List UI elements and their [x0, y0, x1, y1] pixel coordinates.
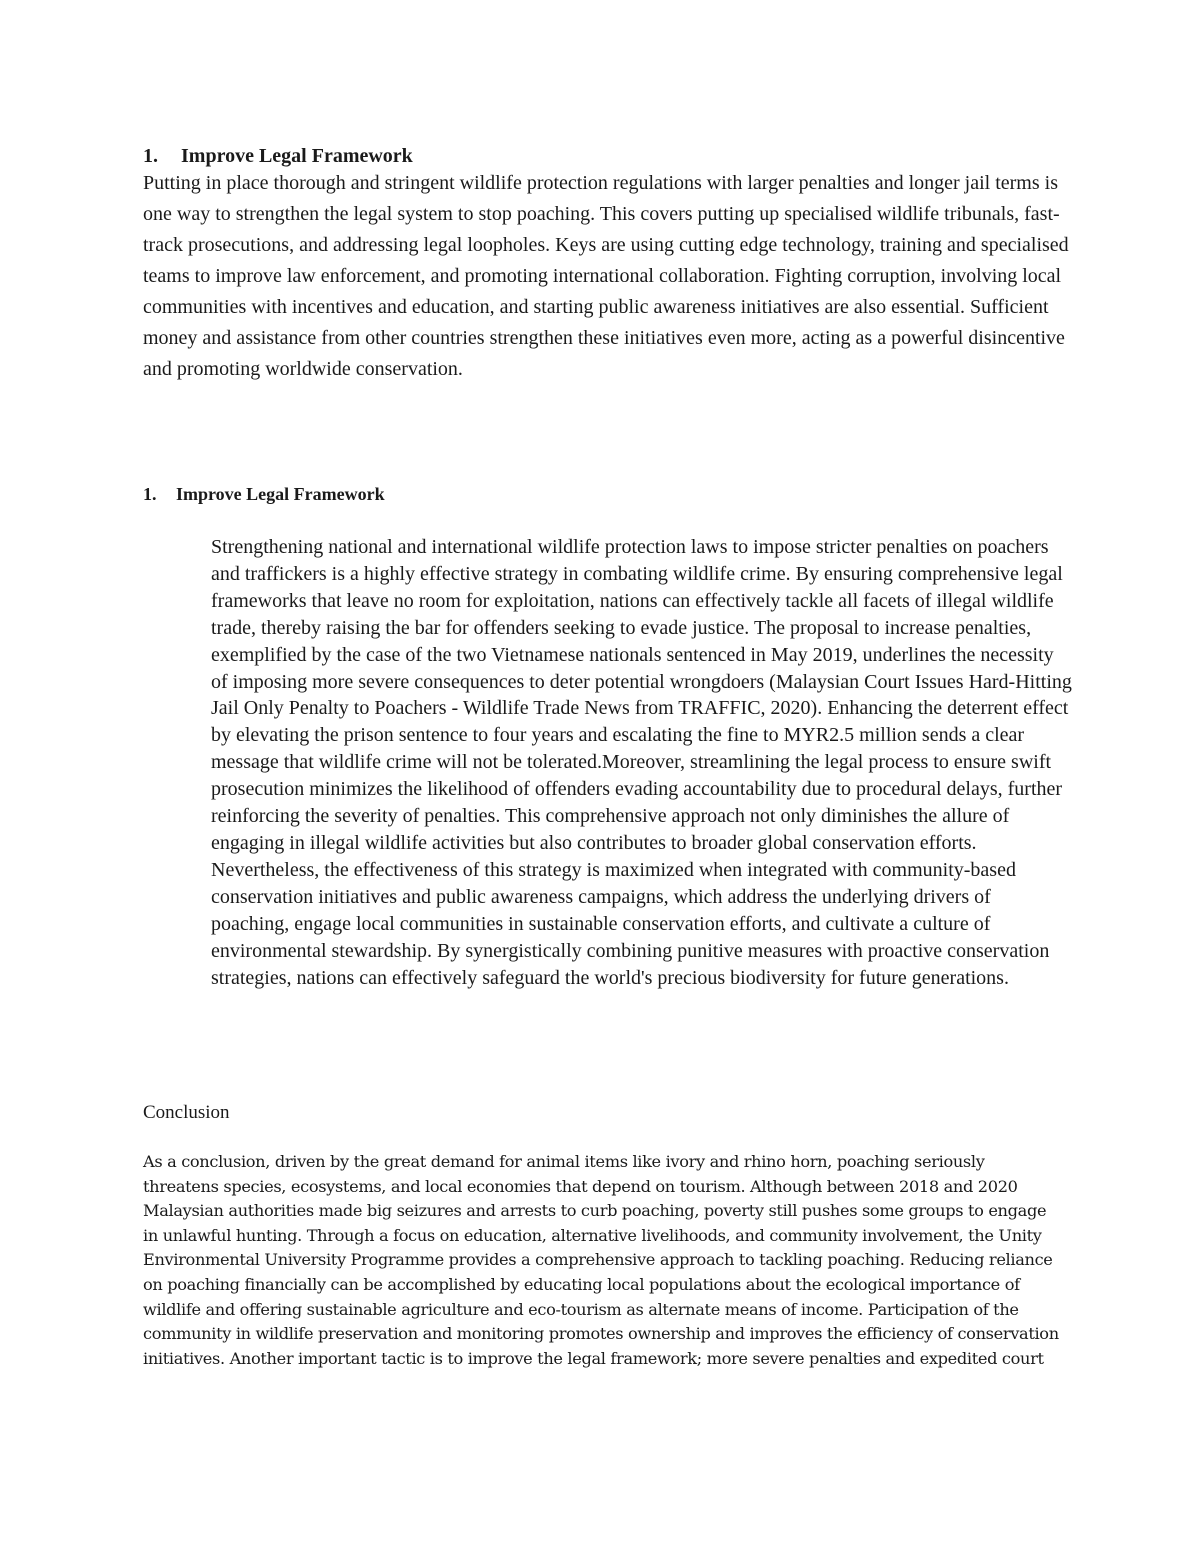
section-1-number: 1. [143, 145, 158, 167]
section-2-title: Improve Legal Framework [176, 484, 385, 504]
section-1-paragraph: Putting in place thorough and stringent wildlife protection regulations with larger penalties and longer jail terms is one way to strengthen the legal system to stop poaching. This covers putting up specialised wildlife tribunals, fast-track prosecutions, and addressing legal loopholes. Keys are using cutting edge technology, training and specialised teams to improve law enforcement, and promoting international collaboration. Fighting corruption, involving local communities with incentives and education, and starting public awareness initiatives are also essential. Sufficient money and assistance from other countries strengthen these initiatives even more, acting as a powerful disincentive and promoting worldwide conservation. [143, 172, 1069, 380]
section-1-heading [143, 144, 413, 168]
section-2-number: 1. [143, 484, 157, 504]
section-2-paragraph: Strengthening national and international wildlife protection laws to impose stricter penalties on poachers and traffickers is a highly effective strategy in combating wildlife crime. By ensuring comprehensive legal frameworks that leave no room for exploitation, nations can effectively tackle all facets of illegal wildlife trade, thereby raising the bar for offenders seeking to evade justice. The proposal to increase penalties, exemplified by the case of the two Vietnamese nationals sentenced in May 2019, underlines the necessity of imposing more severe consequences to deter potential wrongdoers (Malaysian Court Issues Hard-Hitting Jail Only Penalty to Poachers - Wildlife Trade News from TRAFFIC, 2020). Enhancing the deterrent effect by elevating the prison sentence to four years and escalating the fine to MYR2.5 million sends a clear message that wildlife crime will not be tolerated.Moreover, streamlining the legal process to ensure swift prosecution minimizes the likelihood of offenders evading accountability due to procedural delays, further reinforcing the severity of penalties. This comprehensive approach not only diminishes the allure of engaging in illegal wildlife activities but also contributes to broader global conservation efforts. Nevertheless, the effectiveness of this strategy is maximized when integrated with community-based conservation initiatives and public awareness campaigns, which address the underlying drivers of poaching, engage local communities in sustainable conservation efforts, and cultivate a culture of environmental stewardship. By synergistically combining punitive measures with proactive conservation strategies, nations can effectively safeguard the world's precious biodiversity for future generations. [211, 536, 1072, 989]
section-2-heading [143, 482, 385, 506]
conclusion-heading: Conclusion [143, 1102, 230, 1123]
section-1-title: Improve Legal Framework [181, 145, 413, 167]
conclusion-paragraph: As a conclusion, driven by the great demand for animal items like ivory and rhino horn, poaching seriously threatens species, ecosystems, and local economies that depend on tourism. Although between 2018 and 2020 Malaysian authorities made big seizures and arrests to curb poaching, poverty still pushes some groups to engage in unlawful hunting. Through a focus on education, alternative livelihoods, and community involvement, the Unity Environmental University Programme provides a comprehensive approach to tackling poaching. Reducing reliance on poaching financially can be accomplished by educating local populations about the ecological importance of wildlife and offering sustainable agriculture and eco-tourism as alternate means of income. Participation of the community in wildlife preservation and monitoring promotes ownership and improves the efficiency of conservation initiatives. Another important tactic is to improve the legal framework; more severe penalties and expedited court [143, 1152, 1059, 1368]
